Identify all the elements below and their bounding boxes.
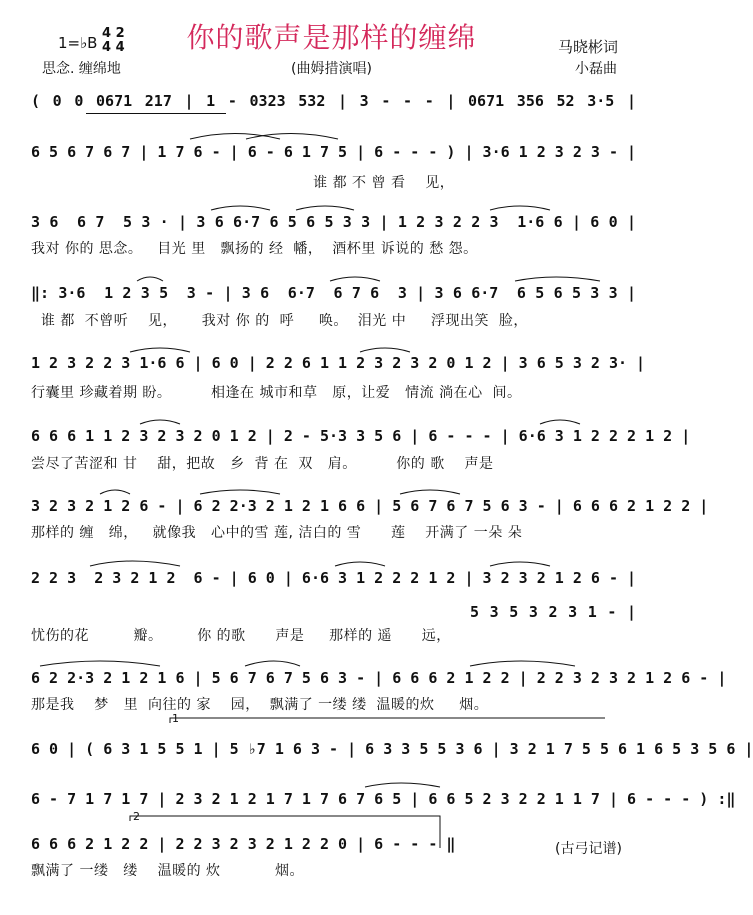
lyrics-line-7: 那样的 缠 绵， 就像我 心中的雪 莲, 洁白的 雪 莲 开满了 一朵 朵 xyxy=(31,525,523,541)
score-system-7: 3 2 3 2 1 2 6 - | 6 2 2·3 2 1 2 1 6 6 | 5 6 7 6 7 5 6 3 - | 6 6 6 2 1 2 2 | xyxy=(31,497,709,515)
score-system-10: 6 0 | ( 6 3 1 5 5 1 | 5 ♭7 1 6 3 - | 6 3 3 5 5 3 6 | 3 2 1 7 5 5 6 1 6 5 3 5 6 | xyxy=(31,740,753,758)
score-system-6: 6 6 6 1 1 2 3 2 3 2 0 1 2 | 2 - 5·3 3 5 6 | 6 - - - | 6·6 3 1 2 2 2 1 2 | xyxy=(31,427,691,445)
lyrics-line-2: 谁 都 不 曾 看 见， xyxy=(31,175,455,191)
time-signature-top: 4 2 xyxy=(102,26,125,41)
score-system-5: 1 2 3 2 2 3 1·6 6 | 6 0 | 2 2 6 1 1 2 3 2 3 2 0 1 2 | 3 6 5 3 2 3· | xyxy=(31,354,646,372)
song-title: 你的歌声是那样的缠绵 xyxy=(186,21,477,54)
volta-1-label: 1 xyxy=(172,712,179,725)
lyrics-line-12: 飘满了 一缕 缕 温暖的 炊 烟。 xyxy=(31,863,305,879)
score-system-1: ( 0 0 0671 217 | 1 - 0323 532 | 3 - - - | 0671 356 52 3·5 | xyxy=(31,92,636,110)
time-signature-bottom: 4 4 xyxy=(102,40,125,55)
lyrics-line-3: 我对 你的 思念。 目光 里 飘扬的 经 幡， 酒杯里 诉说的 愁 怨。 xyxy=(31,241,478,257)
lyrics-line-8: 忧伤的花 瓣。 你 的歌 声是 那样的 遥 远， xyxy=(31,628,451,644)
volta-bracket xyxy=(170,718,605,723)
beam-line xyxy=(86,113,226,114)
score-system-2: 6 5 6 7 6 7 | 1 7 6 - | 6 - 6 1 7 5 | 6 - - - ) | 3·6 1 2 3 2 3 - | xyxy=(31,143,637,161)
score-system-3: 3 6 6 7 5 3 · | 3 6 6·7 6 5 6 5 3 3 | 1 2 3 2 2 3 1·6 6 | 6 0 | xyxy=(31,213,636,231)
score-system-8: 2 2 3 2 3 2 1 2 6 - | 6 0 | 6·6 3 1 2 2 2 1 2 | 3 2 3 2 1 2 6 - | xyxy=(31,569,637,587)
score-system-8-alt: 5 3 5 3 2 3 1 - | xyxy=(470,603,636,621)
lyrics-line-6: 尝尽了苦涩和 甘 甜，把故 乡 背 在 双 肩。 你的 歌 声是 xyxy=(31,456,494,472)
lyrics-line-5: 行囊里 珍藏着期 盼。 相逢在 城市和草 原，让爱 情流 淌在心 间。 xyxy=(31,385,522,401)
performer: (曲姆措演唱) xyxy=(291,61,372,77)
score-system-9: 6 2 2·3 2 1 2 1 6 | 5 6 7 6 7 5 6 3 - | 6 6 6 2 1 2 2 | 2 2 3 2 3 2 1 2 6 - | xyxy=(31,669,727,687)
lyrics-line-4: 谁 都 不曾听 见， 我对 你 的 呼 唤。 泪光 中 浮现出笑 脸， xyxy=(31,313,528,329)
lyricist: 马晓彬词 xyxy=(558,38,619,56)
score-system-4: ‖: 3·6 1 2 3 5 3 - | 3 6 6·7 6 7 6 3 | 3 6 6·7 6 5 6 5 3 3 | xyxy=(31,284,636,302)
tie-mark xyxy=(190,134,280,140)
tie-mark xyxy=(246,134,338,140)
score-system-12: 6 6 6 2 1 2 2 | 2 2 3 2 3 2 1 2 2 0 | 6 - - - ‖ xyxy=(31,835,456,853)
transcriber-credit: (古弓记谱) xyxy=(555,841,622,857)
key-signature: 1=♭B xyxy=(58,34,98,52)
composer: 小磊曲 xyxy=(575,61,617,77)
lyrics-line-9: 那是我 梦 里 向往的 家 园， 飘满了 一缕 缕 温暖的炊 烟。 xyxy=(31,697,489,713)
score-system-11: 6 - 7 1 7 1 7 | 2 3 2 1 2 1 7 1 7 6 7 6 5 | 6 6 5 2 3 2 2 1 1 7 | 6 - - - ) :‖ xyxy=(31,790,736,808)
volta-2-label: 2 xyxy=(133,810,140,823)
performance-mood: 思念. 缠绵地 xyxy=(42,61,121,77)
